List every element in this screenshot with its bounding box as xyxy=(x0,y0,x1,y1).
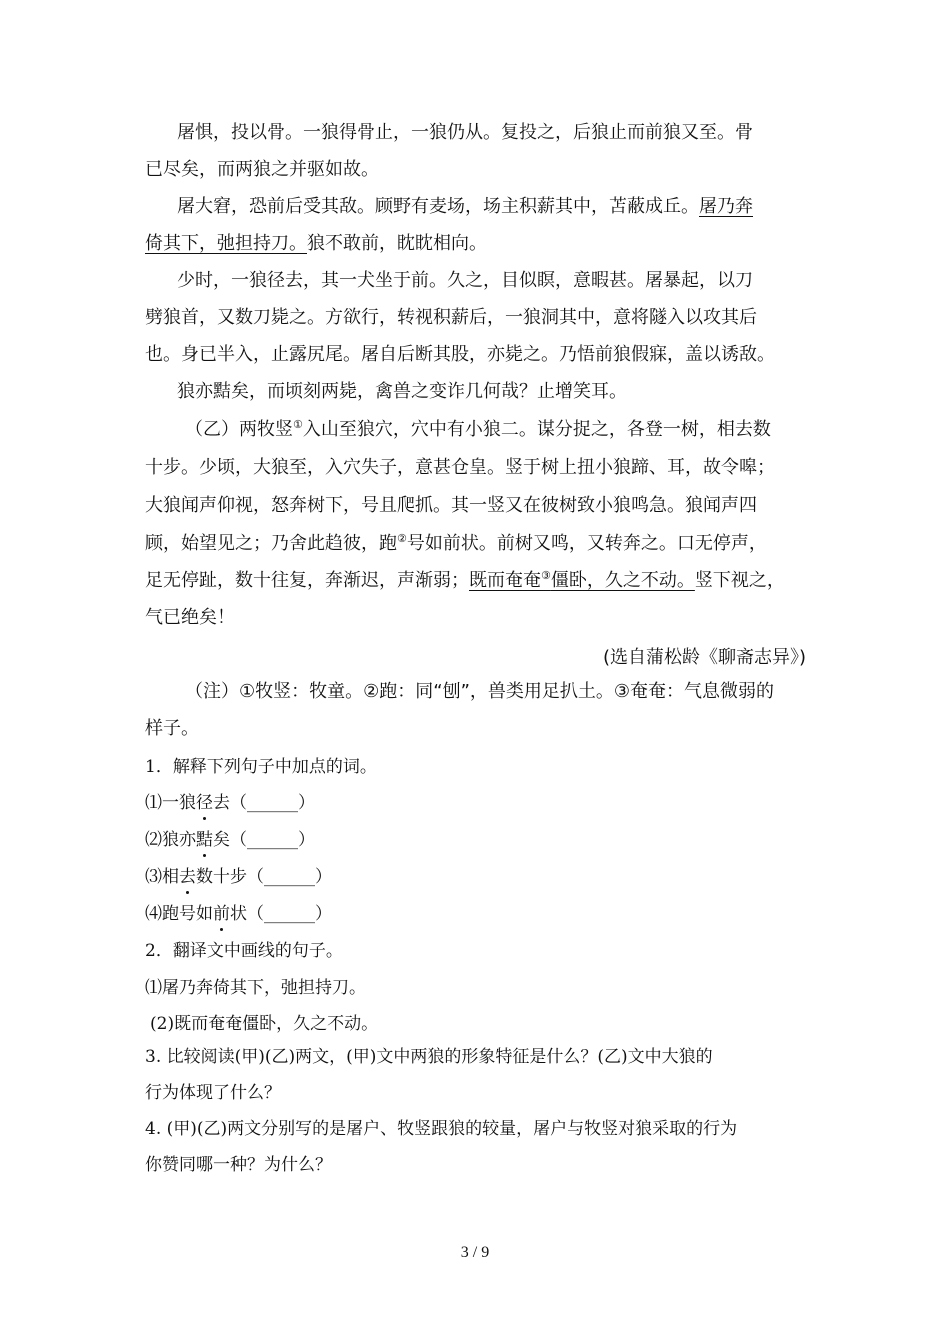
text-line: 屠惧，投以骨。一狼得骨止，一狼仍从。复投之，后狼止而前狼又至。骨 xyxy=(177,122,753,143)
question-1-item-3 xyxy=(145,865,332,889)
text-segment: 既而奄奄 xyxy=(469,570,541,591)
source-citation: (选自蒲松龄《聊斋志异》) xyxy=(602,647,806,668)
text-segment: ⑵狼亦 xyxy=(145,830,196,850)
passage-paragraph-2 xyxy=(177,195,753,219)
question-2-item-2: (2)既而奄奄僵卧，久之不动。 xyxy=(150,1014,379,1034)
question-1-item-1 xyxy=(145,791,315,815)
footnote-marker: ② xyxy=(397,532,407,545)
footnote-marker: ① xyxy=(293,418,303,431)
question-4: 4. (甲)(乙)两文分别写的是屠户、牧竖跟狼的较量，屠户与牧竖对狼采取的行为 xyxy=(145,1119,738,1139)
footnote-marker: ③ xyxy=(541,569,551,582)
text-line: 已尽矣，而两狼之并驱如故。 xyxy=(145,159,379,180)
text-segment: ⑴一狼 xyxy=(145,793,196,813)
text-line: 大狼闻声仰视，怒奔树下，号且爬抓。其一竖又在彼树致小狼鸣急。狼闻声四 xyxy=(145,495,757,516)
text-line: 样子。 xyxy=(145,718,199,739)
question-2: 2．翻译文中画线的句子。 xyxy=(145,941,343,961)
passage-paragraph-4 xyxy=(177,380,627,404)
text-segment: 入山至狼穴，穴中有小狼二。谋分捉之，各登一树，相去数 xyxy=(302,419,771,440)
passage-paragraph-1 xyxy=(177,121,753,145)
underlined-sentence-1-cont: 倚其下，弛担持刀。 xyxy=(145,233,307,254)
text-segment: 狼不敢前，眈眈相向。 xyxy=(307,233,487,254)
text-line xyxy=(145,717,199,741)
question-2-item-1: ⑴屠乃奔倚其下，弛担持刀。 xyxy=(145,978,366,998)
text-line xyxy=(145,456,775,480)
text-line xyxy=(145,569,785,593)
page-number: 3 / 9 xyxy=(460,1244,490,1261)
text-segment: 竖下视之， xyxy=(694,570,785,591)
text-segment: 屠大窘，恐前后受其敌。顾野有麦场，场主积薪其中，苫蔽成丘。 xyxy=(177,196,699,217)
annotation-note xyxy=(185,680,774,704)
question-1-item-2 xyxy=(145,828,315,852)
text-line: 十步。少顷，大狼至，入穴失子，意甚仓皇。竖于树上扭小狼蹄、耳，故令嗥； xyxy=(145,457,775,478)
text-segment: ⑶相 xyxy=(145,867,179,887)
text-line xyxy=(145,306,757,330)
text-segment: 僵卧，久之不动。 xyxy=(550,570,695,591)
text-segment: （乙）两牧竖 xyxy=(185,419,293,440)
question-1-item-4 xyxy=(145,902,332,926)
dotted-word: 去 xyxy=(179,867,196,887)
text-line: 少时，一狼径去，其一犬坐于前。久之，目似瞑，意暇甚。屠暴起，以刀 xyxy=(177,270,753,291)
text-line xyxy=(145,606,235,630)
dotted-word: 径 xyxy=(196,793,213,813)
question-1: 1．解释下列句子中加点的词。 xyxy=(145,757,377,777)
text-segment: 数十步（______） xyxy=(196,867,332,887)
text-line xyxy=(145,343,775,367)
passage-yi-paragraph xyxy=(185,418,771,442)
text-line: 狼亦黠矣，而顷刻两毙，禽兽之变诈几何哉？止增笑耳。 xyxy=(177,381,627,402)
question-3-cont: 行为体现了什么？ xyxy=(145,1083,281,1103)
text-segment: 足无停趾，数十往复，奔渐迟，声渐弱； xyxy=(145,570,469,591)
text-line: （注）①牧竖：牧童。②跑：同“刨”，兽类用足扒土。③奄奄：气息微弱的 xyxy=(185,681,775,702)
text-segment: 矣（______） xyxy=(213,830,315,850)
text-line xyxy=(145,532,767,556)
question-4-cont: 你赞同哪一种？为什么？ xyxy=(145,1155,332,1175)
text-segment: 顾，始望见之；乃舍此趋彼，跑 xyxy=(145,533,397,554)
dotted-word: 黠 xyxy=(196,830,213,850)
question-3: 3. 比较阅读(甲)(乙)两文，(甲)文中两狼的形象特征是什么？(乙)文中大狼的 xyxy=(145,1047,713,1067)
text-segment: 号如前状。前树又鸣，又转奔之。口无停声， xyxy=(406,533,767,554)
text-line xyxy=(145,232,487,256)
text-line xyxy=(145,158,379,182)
text-segment: 去（______） xyxy=(213,793,315,813)
text-line: 劈狼首，又数刀毙之。方欲行，转视积薪后，一狼洞其中，意将隧入以攻其后 xyxy=(145,307,757,328)
dotted-word: 前 xyxy=(213,904,230,924)
passage-paragraph-3 xyxy=(177,269,753,293)
text-line: 气已绝矣！ xyxy=(145,607,235,628)
text-segment: 状（______） xyxy=(230,904,332,924)
text-line: 也。身已半入，止露尻尾。屠自后断其股，亦毙之。乃悟前狼假寐，盖以诱敌。 xyxy=(145,344,775,365)
underlined-sentence-1: 屠乃奔 xyxy=(699,196,753,217)
underlined-sentence-2 xyxy=(469,570,695,591)
text-segment: ⑷跑号如 xyxy=(145,904,213,924)
text-line xyxy=(145,494,757,518)
